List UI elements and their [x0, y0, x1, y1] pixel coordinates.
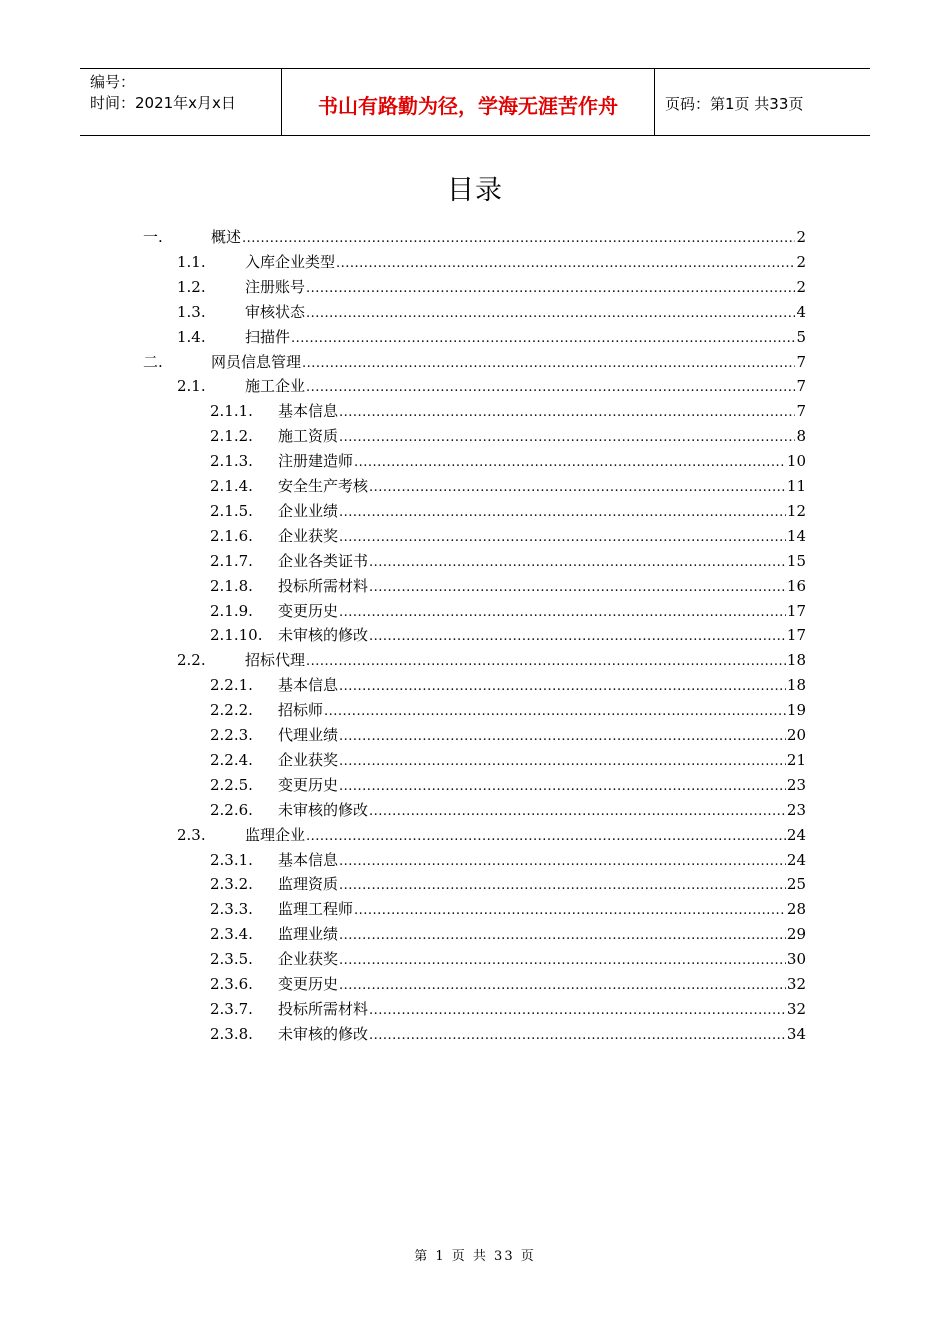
toc-entry-number: 2.1.: [177, 377, 206, 396]
toc-entry-label: 施工资质: [278, 427, 339, 446]
toc-entry-number: 2.3.1.: [210, 850, 253, 869]
toc-leader-dots: [339, 874, 786, 898]
toc-entry-number: 2.2.2.: [210, 701, 253, 720]
toc-entry-number: 1.3.: [177, 302, 206, 321]
toc-leader-dots: [339, 949, 786, 973]
toc-leader-dots: [354, 451, 786, 475]
toc-leader-dots: [339, 775, 786, 799]
toc-leader-dots: [369, 551, 786, 575]
toc-entry-label: 扫描件: [245, 327, 291, 346]
toc-entry-label: 监理工程师: [278, 900, 354, 919]
toc-leader-dots: [339, 426, 795, 450]
toc-entry-number: 1.1.: [177, 252, 206, 271]
toc-leader-dots: [306, 650, 786, 674]
toc-entry[interactable]: [210, 848, 806, 872]
toc-leader-dots: [306, 302, 795, 326]
toc-entry[interactable]: [177, 648, 806, 672]
toc-entry-label: 网员信息管理: [211, 352, 302, 371]
toc-entry[interactable]: [210, 449, 806, 473]
toc-entry-number: 二.: [143, 352, 163, 371]
toc-entry[interactable]: [210, 972, 806, 996]
toc-leader-dots: [369, 476, 786, 500]
toc-entry-page: 2: [796, 228, 806, 246]
toc-entry-label: 审核状态: [245, 302, 306, 321]
header-page-info: 页码：第1页 共33页: [665, 94, 804, 113]
toc-entry-page: 19: [786, 701, 806, 720]
toc-entry-page: 28: [786, 900, 806, 919]
toc-entry-page: 24: [786, 825, 806, 844]
toc-entry-page: 34: [786, 1024, 806, 1043]
toc-entry-label: 基本信息: [278, 676, 339, 695]
toc-entry-page: 21: [786, 750, 806, 769]
toc-entry-label: 企业获奖: [278, 750, 339, 769]
toc-entry[interactable]: [210, 574, 806, 598]
toc-entry-label: 投标所需材料: [278, 576, 369, 595]
toc-entry-label: 施工企业: [245, 377, 306, 396]
toc-entry[interactable]: [177, 275, 806, 299]
toc-entry-page: 4: [796, 302, 806, 321]
toc-entry-number: 2.1.7.: [210, 551, 253, 570]
toc-entry-number: 2.1.9.: [210, 601, 253, 620]
toc-entry-label: 基本信息: [278, 402, 339, 421]
toc-leader-dots: [369, 999, 786, 1023]
toc-entry-label: 监理业绩: [278, 925, 339, 944]
toc-entry-page: 23: [786, 775, 806, 794]
toc-leader-dots: [339, 924, 786, 948]
toc-entry-page: 7: [796, 377, 806, 396]
toc-entry-page: 17: [786, 601, 806, 620]
toc-entry[interactable]: [210, 773, 806, 797]
toc-entry-label: 未审核的修改: [278, 1024, 369, 1043]
toc-entry-number: 一.: [143, 228, 163, 246]
toc-entry-number: 2.3.6.: [210, 975, 253, 993]
toc-entry[interactable]: [210, 623, 806, 647]
toc-entry-page: 30: [786, 950, 806, 969]
toc-entry-label: 变更历史: [278, 975, 339, 993]
toc-entry-label: 企业业绩: [278, 501, 339, 520]
toc-entry[interactable]: [177, 250, 806, 274]
toc-entry-label: 未审核的修改: [278, 626, 369, 645]
toc-entry[interactable]: [177, 823, 806, 847]
toc-entry[interactable]: [177, 300, 806, 324]
toc-leader-dots: [339, 725, 786, 749]
toc-entry-number: 2.1.5.: [210, 501, 253, 520]
toc-entry-page: 25: [786, 875, 806, 894]
toc-entry-label: 投标所需材料: [278, 999, 369, 1018]
toc-entry-number: 2.3.5.: [210, 950, 253, 969]
toc-entry[interactable]: [210, 922, 806, 946]
toc-entry[interactable]: [210, 997, 806, 1021]
toc-leader-dots: [291, 327, 795, 351]
toc-entry-number: 2.2.6.: [210, 800, 253, 819]
toc-entry[interactable]: [210, 599, 806, 623]
toc-leader-dots: [339, 526, 786, 550]
toc-entry[interactable]: [143, 225, 806, 249]
toc-entry[interactable]: [210, 798, 806, 822]
toc-entry-number: 2.1.4.: [210, 477, 253, 495]
toc-entry-number: 2.3.: [177, 825, 206, 844]
header-motto: 书山有路勤为径，学海无涯苦作舟: [282, 69, 655, 135]
toc-entry[interactable]: [210, 399, 806, 423]
header-meta: [80, 69, 282, 135]
toc-entry[interactable]: [210, 1022, 806, 1046]
toc-leader-dots: [339, 501, 786, 525]
toc-leader-dots: [324, 700, 786, 724]
toc-entry-label: 基本信息: [278, 850, 339, 869]
toc-leader-dots: [336, 252, 795, 276]
page-header: [80, 68, 870, 136]
toc-entry-page: 5: [796, 327, 806, 346]
toc-entry-number: 2.2.3.: [210, 726, 253, 744]
toc-entry-number: 2.1.8.: [210, 576, 253, 595]
toc-entry-number: 2.1.6.: [210, 526, 253, 545]
toc-entry[interactable]: [177, 325, 806, 349]
toc-entry-number: 2.3.8.: [210, 1024, 253, 1043]
toc-leader-dots: [339, 750, 786, 774]
toc-entry-label: 注册账号: [245, 277, 306, 296]
toc-entry-label: 企业获奖: [278, 950, 339, 969]
toc-entry-page: 20: [786, 726, 806, 744]
toc-leader-dots: [302, 352, 795, 376]
toc-entry-number: 2.1.10.: [210, 626, 263, 645]
toc-entry-number: 2.1.2.: [210, 427, 253, 446]
toc-leader-dots: [242, 227, 795, 251]
toc-leader-dots: [369, 800, 786, 824]
toc-entry-number: 1.4.: [177, 327, 206, 346]
toc-entry-label: 安全生产考核: [278, 477, 369, 495]
toc-leader-dots: [339, 850, 786, 874]
toc-leader-dots: [369, 576, 786, 600]
toc-leader-dots: [339, 974, 786, 998]
toc-entry-page: 18: [786, 651, 806, 670]
toc-entry[interactable]: [210, 474, 806, 498]
toc-entry-page: 24: [786, 850, 806, 869]
toc-entry[interactable]: [210, 424, 806, 448]
toc-entry-page: 18: [786, 676, 806, 695]
toc-entry[interactable]: [210, 673, 806, 697]
toc-entry-number: 2.2.1.: [210, 676, 253, 695]
toc-entry-page: 15: [786, 551, 806, 570]
toc-entry-page: 7: [796, 352, 806, 371]
toc-entry-page: 29: [786, 925, 806, 944]
toc-entry[interactable]: [210, 698, 806, 722]
toc-entry-label: 未审核的修改: [278, 800, 369, 819]
toc-entry-label: 监理企业: [245, 825, 306, 844]
toc-entry-label: 招标代理: [245, 651, 306, 670]
toc-entry-page: 10: [786, 452, 806, 471]
page-footer: 第 1 页 共 33 页: [414, 1249, 536, 1264]
toc-entry-number: 2.1.1.: [210, 402, 253, 421]
toc-entry[interactable]: [210, 723, 806, 747]
toc-entry-number: 2.3.7.: [210, 999, 253, 1018]
toc-leader-dots: [354, 899, 786, 923]
toc-entry-page: 8: [796, 427, 806, 446]
toc-leader-dots: [306, 825, 786, 849]
toc-entry-number: 2.2.5.: [210, 775, 253, 794]
toc-entry-page: 16: [786, 576, 806, 595]
toc-entry-page: 2: [796, 252, 806, 271]
toc-entry-number: 1.2.: [177, 277, 206, 296]
page-title: 目录: [447, 175, 503, 206]
toc-leader-dots: [306, 277, 795, 301]
toc-entry-label: 入库企业类型: [245, 252, 336, 271]
toc-entry[interactable]: [210, 872, 806, 896]
toc-entry-number: 2.3.3.: [210, 900, 253, 919]
toc-leader-dots: [339, 675, 786, 699]
toc-entry[interactable]: [210, 748, 806, 772]
toc-entry-label: 注册建造师: [278, 452, 354, 471]
toc-entry-number: 2.1.3.: [210, 452, 253, 471]
toc-entry-label: 企业各类证书: [278, 551, 369, 570]
toc-leader-dots: [339, 401, 795, 425]
toc-leader-dots: [306, 376, 795, 400]
toc-entry-number: 2.2.4.: [210, 750, 253, 769]
toc-entry-label: 变更历史: [278, 601, 339, 620]
toc-entry-page: 23: [786, 800, 806, 819]
toc-entry[interactable]: [143, 350, 806, 374]
toc-entry-number: 2.2.: [177, 651, 206, 670]
toc-leader-dots: [339, 601, 786, 625]
toc-entry[interactable]: [210, 897, 806, 921]
toc-entry-label: 代理业绩: [278, 726, 339, 744]
toc-entry[interactable]: [210, 947, 806, 971]
toc-entry[interactable]: [177, 374, 806, 398]
toc-entry-label: 企业获奖: [278, 526, 339, 545]
toc-leader-dots: [369, 1024, 786, 1048]
toc-entry-page: 32: [786, 999, 806, 1018]
document-date: 时间：2021年x月x日: [90, 94, 236, 112]
document-number: 编号：: [90, 73, 136, 91]
toc-entry-page: 7: [796, 402, 806, 421]
toc-entry[interactable]: [210, 524, 806, 548]
toc-entry[interactable]: [210, 499, 806, 523]
toc-entry-number: 2.3.4.: [210, 925, 253, 944]
toc-entry-page: 11: [786, 477, 806, 495]
toc-entry-page: 32: [786, 975, 806, 993]
toc-entry-label: 概述: [211, 228, 242, 246]
toc-entry-number: 2.3.2.: [210, 875, 253, 894]
toc-entry-page: 17: [786, 626, 806, 645]
toc-entry-label: 监理资质: [278, 875, 339, 894]
toc-entry[interactable]: [210, 549, 806, 573]
toc-entry-page: 12: [786, 501, 806, 520]
toc-leader-dots: [369, 625, 786, 649]
toc-entry-label: 招标师: [278, 701, 324, 720]
toc-entry-page: 2: [796, 277, 806, 296]
toc-entry-label: 变更历史: [278, 775, 339, 794]
toc-entry-page: 14: [786, 526, 806, 545]
